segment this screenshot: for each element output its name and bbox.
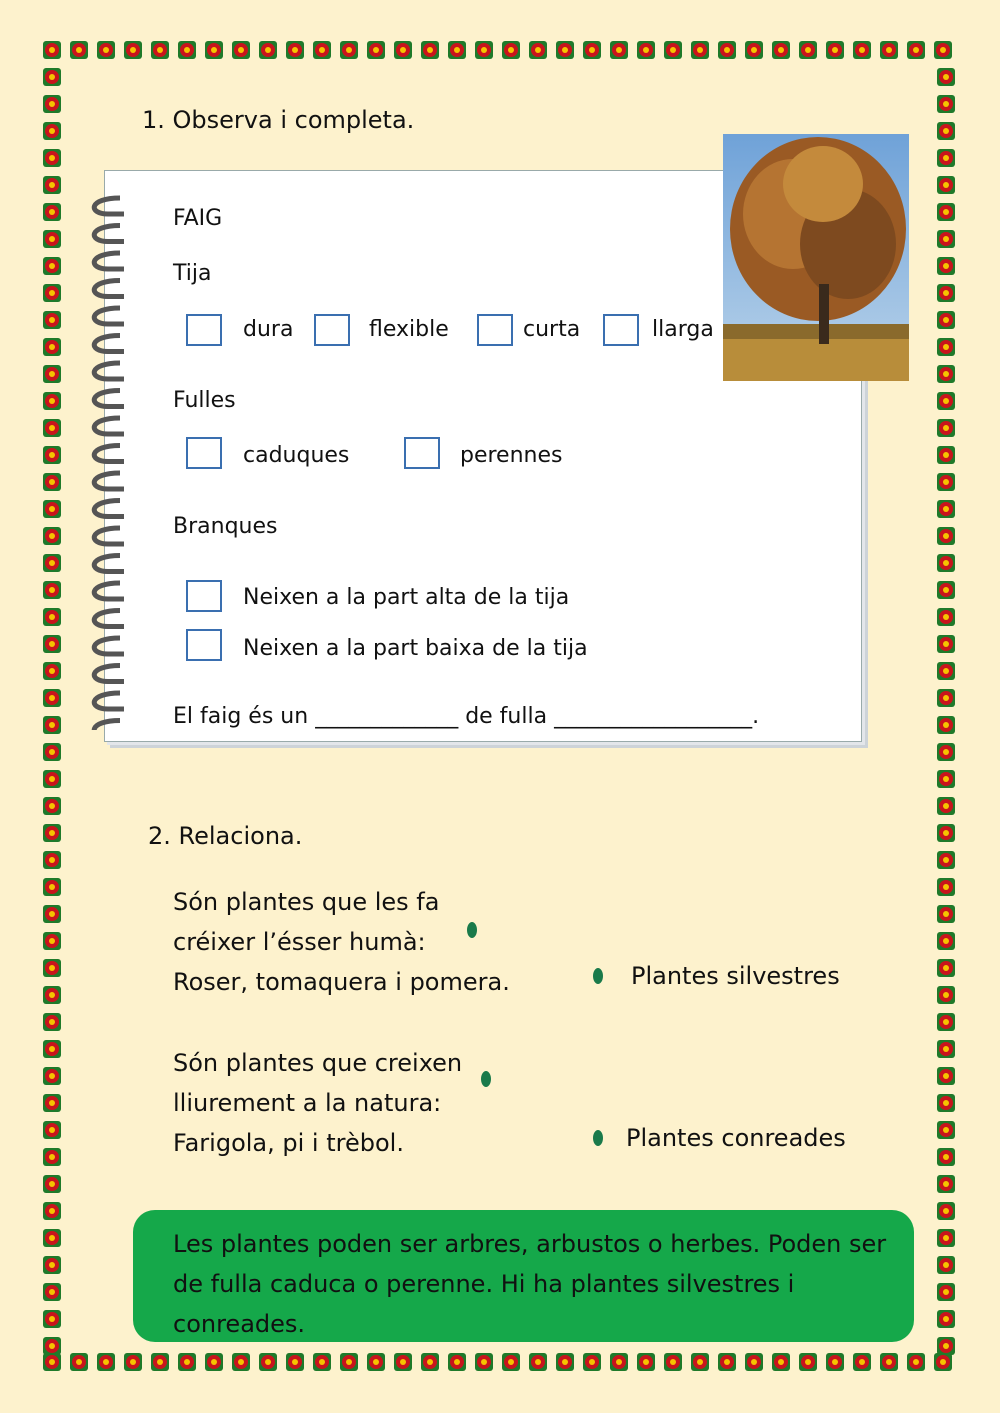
border-flower xyxy=(421,1353,439,1371)
border-flower xyxy=(937,608,955,626)
left-item-line: Roser, tomaquera i pomera. xyxy=(173,968,510,996)
border-flower xyxy=(367,41,385,59)
border-flower xyxy=(43,68,61,86)
left-item-line: Són plantes que creixen xyxy=(173,1049,463,1077)
border-flower xyxy=(583,1353,601,1371)
border-flower xyxy=(937,1121,955,1139)
border-flower xyxy=(151,1353,169,1371)
border-flower xyxy=(151,41,169,59)
border-flower xyxy=(937,1202,955,1220)
border-flower xyxy=(937,446,955,464)
completion-blank2[interactable]: __________________. xyxy=(554,704,760,729)
beech-tree-photo xyxy=(723,134,909,381)
stem-llarga-checkbox[interactable] xyxy=(603,314,639,346)
border-flower xyxy=(232,41,250,59)
border-flower xyxy=(43,1310,61,1328)
border-flower xyxy=(43,176,61,194)
border-flower xyxy=(745,41,763,59)
border-flower xyxy=(853,1353,871,1371)
border-flower xyxy=(394,41,412,59)
border-flower xyxy=(43,554,61,572)
border-flower xyxy=(880,41,898,59)
border-flower xyxy=(691,41,709,59)
border-flower xyxy=(937,419,955,437)
border-flower xyxy=(937,95,955,113)
border-flower xyxy=(529,1353,547,1371)
border-flower xyxy=(826,41,844,59)
border-flower xyxy=(772,1353,790,1371)
branches-low-label: Neixen a la part baixa de la tija xyxy=(243,636,588,661)
completion-part2: de fulla xyxy=(465,704,548,729)
left-dot-2[interactable] xyxy=(481,1071,491,1087)
border-flower xyxy=(907,1353,925,1371)
border-flower xyxy=(178,41,196,59)
border-flower xyxy=(937,1337,955,1355)
stem-dura-checkbox[interactable] xyxy=(186,314,222,346)
right-dot-2[interactable] xyxy=(593,1130,603,1146)
border-flower xyxy=(43,635,61,653)
left-dot-1[interactable] xyxy=(467,922,477,938)
border-flower xyxy=(799,1353,817,1371)
border-flower xyxy=(43,581,61,599)
branches-low-checkbox[interactable] xyxy=(186,629,222,661)
leaves-perennes-checkbox[interactable] xyxy=(404,437,440,469)
border-flower xyxy=(880,1353,898,1371)
leaves-perennes-label: perennes xyxy=(460,443,563,468)
border-flower xyxy=(43,527,61,545)
border-flower xyxy=(43,41,61,59)
border-flower xyxy=(43,689,61,707)
border-flower xyxy=(826,1353,844,1371)
border-flower xyxy=(448,1353,466,1371)
border-flower xyxy=(43,122,61,140)
border-flower xyxy=(205,1353,223,1371)
summary-text: Les plantes poden ser arbres, arbustos o herbes. Poden ser de fulla caduca o perenne. Hi ha plantes silvestres i conreades. xyxy=(173,1230,887,1338)
border-flower xyxy=(43,932,61,950)
border-flower xyxy=(937,716,955,734)
border-flower xyxy=(937,1256,955,1274)
border-flower xyxy=(637,41,655,59)
border-flower xyxy=(937,1283,955,1301)
right-dot-1[interactable] xyxy=(593,968,603,984)
border-flower xyxy=(772,41,790,59)
border-flower xyxy=(937,905,955,923)
border-flower xyxy=(937,365,955,383)
spiral-ring xyxy=(94,336,124,352)
spiral-ring xyxy=(94,363,124,379)
spiral-ring xyxy=(94,281,124,297)
border-flower xyxy=(43,392,61,410)
border-flower xyxy=(745,1353,763,1371)
border-flower xyxy=(937,1229,955,1247)
border-flower xyxy=(43,284,61,302)
spiral-ring xyxy=(94,528,124,544)
left-item-wild xyxy=(173,1043,462,1163)
border-flower xyxy=(124,1353,142,1371)
border-flower xyxy=(937,68,955,86)
border-flower xyxy=(556,1353,574,1371)
border-flower xyxy=(232,1353,250,1371)
spiral-ring xyxy=(94,253,124,269)
border-flower xyxy=(340,1353,358,1371)
border-flower xyxy=(394,1353,412,1371)
left-item-line: lliurement a la natura: xyxy=(173,1089,442,1117)
border-flower xyxy=(937,203,955,221)
border-flower xyxy=(43,1121,61,1139)
border-flower xyxy=(43,770,61,788)
border-flower xyxy=(937,662,955,680)
exercise1-title: 1. Observa i completa. xyxy=(142,106,415,134)
border-flower xyxy=(556,41,574,59)
border-flower xyxy=(718,41,736,59)
border-flower xyxy=(934,1353,952,1371)
spiral-ring xyxy=(94,693,124,709)
tree-name: FAIG xyxy=(173,206,223,231)
spiral-ring xyxy=(94,611,124,627)
completion-sentence xyxy=(173,706,759,728)
branches-high-label: Neixen a la part alta de la tija xyxy=(243,585,570,610)
border-flower xyxy=(340,41,358,59)
summary-box xyxy=(133,1210,914,1342)
border-flower xyxy=(691,1353,709,1371)
border-flower xyxy=(718,1353,736,1371)
border-flower xyxy=(43,1202,61,1220)
border-flower xyxy=(43,878,61,896)
border-flower xyxy=(448,41,466,59)
border-flower xyxy=(637,1353,655,1371)
border-flower xyxy=(178,1353,196,1371)
spiral-ring xyxy=(94,391,124,407)
border-flower xyxy=(43,203,61,221)
spiral-ring xyxy=(94,583,124,599)
border-flower xyxy=(937,1148,955,1166)
border-flower xyxy=(937,824,955,842)
spiral-ring xyxy=(94,198,124,214)
border-flower xyxy=(43,419,61,437)
border-flower xyxy=(937,284,955,302)
stem-flexible-checkbox[interactable] xyxy=(314,314,350,346)
left-item-line: Farigola, pi i trèbol. xyxy=(173,1129,404,1157)
border-flower xyxy=(937,1094,955,1112)
right-item-wild: Plantes silvestres xyxy=(631,962,840,990)
spiral-ring xyxy=(94,666,124,682)
border-flower xyxy=(43,338,61,356)
border-flower xyxy=(43,473,61,491)
border-flower xyxy=(43,1094,61,1112)
spiral-ring xyxy=(94,473,124,489)
border-flower xyxy=(937,527,955,545)
left-item-cultivated xyxy=(173,882,510,1002)
border-flower xyxy=(937,1067,955,1085)
left-item-line: créixer l’ésser humà: xyxy=(173,928,426,956)
border-flower xyxy=(937,149,955,167)
border-flower xyxy=(502,41,520,59)
border-flower xyxy=(43,1256,61,1274)
border-flower xyxy=(43,1040,61,1058)
border-flower xyxy=(937,743,955,761)
border-flower xyxy=(937,581,955,599)
border-flower xyxy=(937,635,955,653)
border-flower xyxy=(205,41,223,59)
border-flower xyxy=(937,500,955,518)
border-flower xyxy=(937,986,955,1004)
border-flower xyxy=(937,554,955,572)
border-flower xyxy=(43,662,61,680)
border-flower xyxy=(937,473,955,491)
border-flower xyxy=(70,41,88,59)
completion-part1: El faig és un xyxy=(173,704,309,729)
border-flower xyxy=(313,1353,331,1371)
border-flower xyxy=(43,1067,61,1085)
border-flower xyxy=(907,41,925,59)
border-flower xyxy=(937,932,955,950)
branches-high-checkbox[interactable] xyxy=(186,580,222,612)
border-flower xyxy=(43,797,61,815)
border-flower xyxy=(799,41,817,59)
stem-heading: Tija xyxy=(173,261,212,286)
completion-blank1[interactable]: _____________ xyxy=(315,704,459,729)
border-flower xyxy=(937,257,955,275)
border-flower xyxy=(124,41,142,59)
border-flower xyxy=(43,1283,61,1301)
border-flower xyxy=(43,608,61,626)
border-flower xyxy=(286,41,304,59)
border-flower xyxy=(43,959,61,977)
leaves-heading: Fulles xyxy=(173,388,236,413)
border-flower xyxy=(43,230,61,248)
border-flower xyxy=(43,311,61,329)
spiral-ring xyxy=(94,638,124,654)
border-flower xyxy=(664,41,682,59)
border-flower xyxy=(286,1353,304,1371)
border-flower xyxy=(43,500,61,518)
border-flower xyxy=(43,824,61,842)
leaves-caduques-label: caduques xyxy=(243,443,350,468)
stem-llarga-label: llarga xyxy=(652,317,714,342)
border-flower xyxy=(937,878,955,896)
border-flower xyxy=(97,1353,115,1371)
right-item-cultivated: Plantes conreades xyxy=(626,1124,846,1152)
border-flower xyxy=(43,95,61,113)
spiral-ring xyxy=(94,721,124,731)
border-flower xyxy=(43,1353,61,1371)
border-flower xyxy=(43,149,61,167)
border-flower xyxy=(583,41,601,59)
border-flower xyxy=(937,770,955,788)
exercise2-title: 2. Relaciona. xyxy=(148,822,303,850)
spiral-ring xyxy=(94,226,124,242)
border-flower xyxy=(475,41,493,59)
border-flower xyxy=(937,959,955,977)
border-flower xyxy=(367,1353,385,1371)
left-item-line: Són plantes que les fa xyxy=(173,888,440,916)
border-flower xyxy=(937,311,955,329)
border-flower xyxy=(937,122,955,140)
stem-dura-label: dura xyxy=(243,317,294,342)
border-flower xyxy=(475,1353,493,1371)
border-flower xyxy=(43,1013,61,1031)
border-flower xyxy=(937,1310,955,1328)
border-flower xyxy=(937,230,955,248)
border-flower xyxy=(937,1040,955,1058)
border-flower xyxy=(937,392,955,410)
border-flower xyxy=(43,986,61,1004)
branches-heading: Branques xyxy=(173,514,278,539)
spiral-ring xyxy=(94,308,124,324)
border-flower xyxy=(70,1353,88,1371)
stem-curta-label: curta xyxy=(523,317,581,342)
border-flower xyxy=(43,905,61,923)
border-flower xyxy=(610,41,628,59)
spiral-ring xyxy=(94,556,124,572)
border-flower xyxy=(43,1229,61,1247)
border-flower xyxy=(529,41,547,59)
leaves-caduques-checkbox[interactable] xyxy=(186,437,222,469)
border-flower xyxy=(259,41,277,59)
stem-curta-checkbox[interactable] xyxy=(477,314,513,346)
border-flower xyxy=(937,851,955,869)
spiral-binding-icon xyxy=(78,190,138,730)
border-flower xyxy=(43,365,61,383)
border-flower xyxy=(43,446,61,464)
stem-flexible-label: flexible xyxy=(369,317,449,342)
border-flower xyxy=(664,1353,682,1371)
border-flower xyxy=(43,257,61,275)
spiral-ring xyxy=(94,501,124,517)
border-flower xyxy=(937,689,955,707)
border-flower xyxy=(421,41,439,59)
border-flower xyxy=(502,1353,520,1371)
border-flower xyxy=(853,41,871,59)
border-flower xyxy=(937,1013,955,1031)
border-flower xyxy=(43,743,61,761)
border-flower xyxy=(259,1353,277,1371)
border-flower xyxy=(43,1148,61,1166)
border-flower xyxy=(610,1353,628,1371)
border-flower xyxy=(937,797,955,815)
spiral-ring xyxy=(94,446,124,462)
border-flower xyxy=(937,176,955,194)
border-flower xyxy=(937,338,955,356)
border-flower xyxy=(934,41,952,59)
spiral-ring xyxy=(94,418,124,434)
border-flower xyxy=(43,851,61,869)
border-flower xyxy=(313,41,331,59)
border-flower xyxy=(43,1337,61,1355)
border-flower xyxy=(937,1175,955,1193)
border-flower xyxy=(43,716,61,734)
border-flower xyxy=(43,1175,61,1193)
border-flower xyxy=(97,41,115,59)
